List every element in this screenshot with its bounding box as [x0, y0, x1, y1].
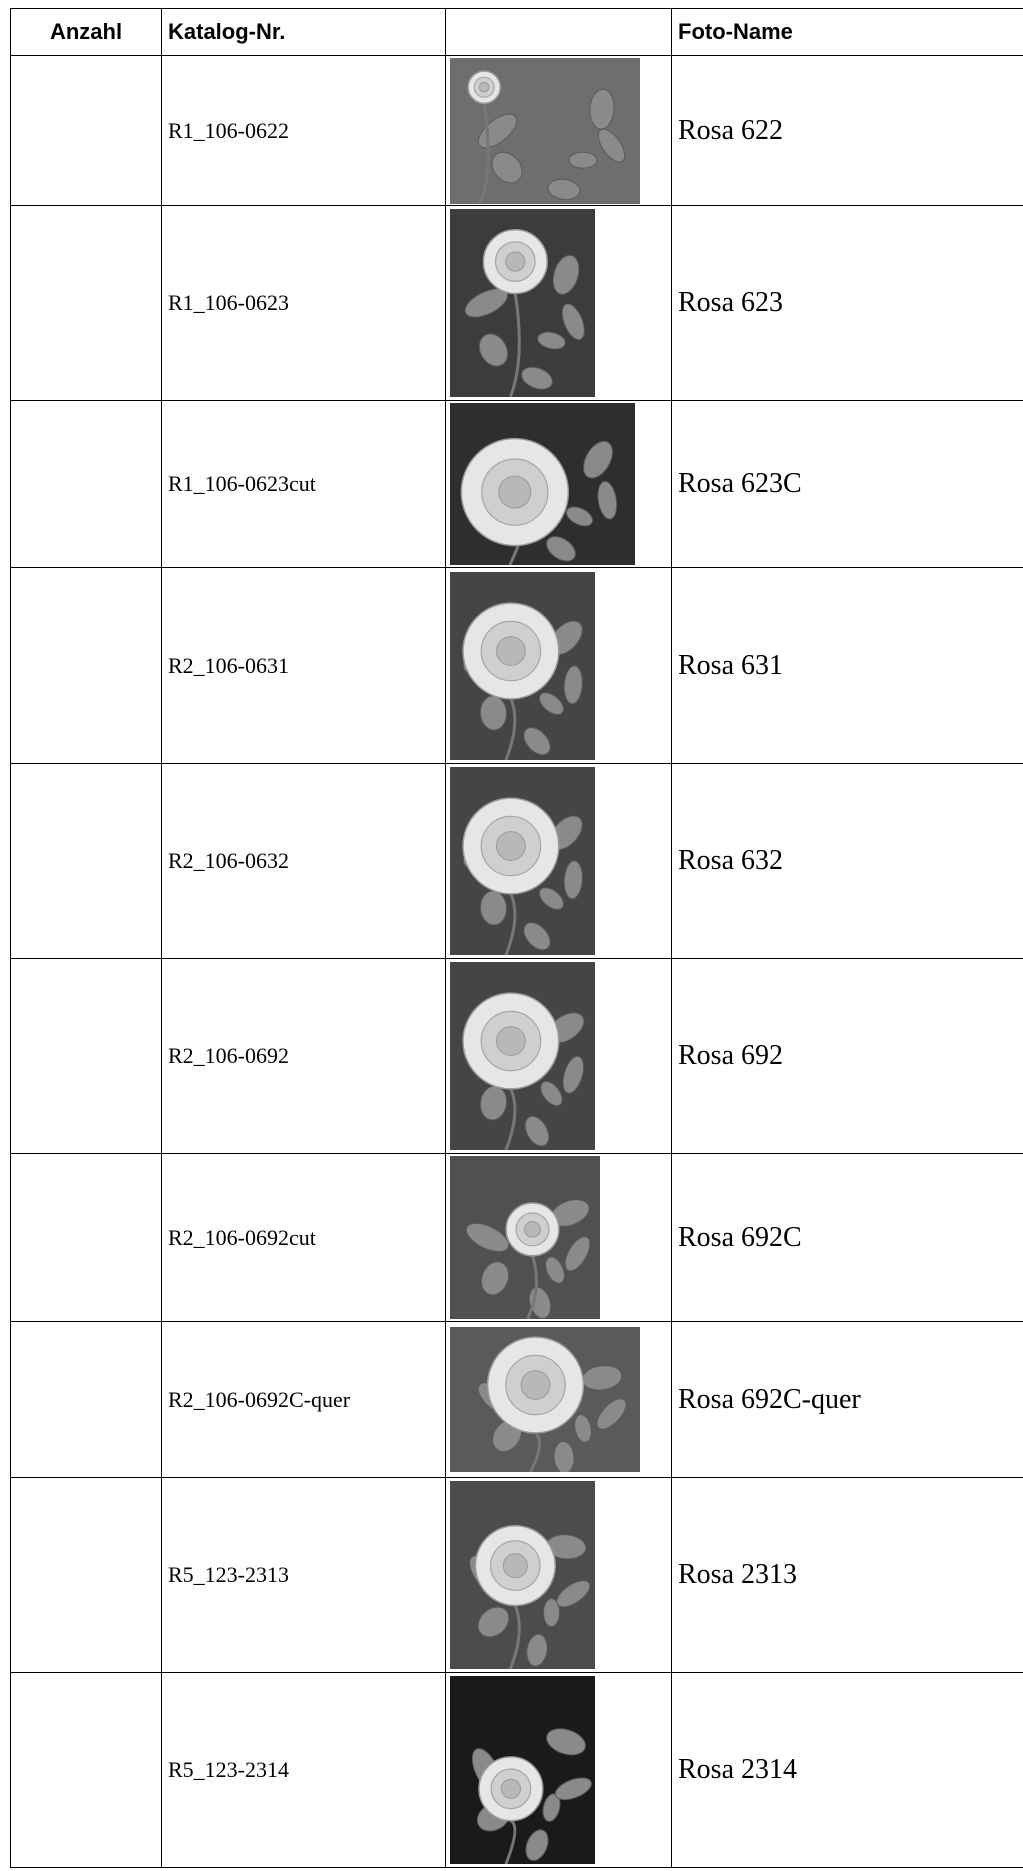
table-row	[11, 206, 1023, 401]
photo-cell	[446, 764, 672, 959]
catalog-number-cell: R2_106-0632	[162, 764, 446, 959]
photo-cell	[446, 401, 672, 568]
rose-photo-thumbnail	[450, 403, 635, 565]
catalog-number-cell: R5_123-2314	[162, 1673, 446, 1868]
table-row	[11, 959, 1023, 1154]
photo-cell	[446, 1478, 672, 1673]
header-catalog-number: Katalog-Nr.	[162, 9, 446, 56]
photo-name-cell: Rosa 692C	[672, 1154, 1023, 1322]
catalog-number-cell: R2_106-0631	[162, 568, 446, 764]
photo-name-cell: Rosa 623C	[672, 401, 1023, 568]
count-cell[interactable]	[11, 1478, 162, 1673]
rose-photo-thumbnail	[450, 1327, 640, 1472]
rose-photo-thumbnail	[450, 1676, 595, 1864]
photo-cell	[446, 959, 672, 1154]
count-cell[interactable]	[11, 206, 162, 401]
photo-catalog-table	[10, 8, 1023, 1868]
photo-cell	[446, 568, 672, 764]
header-photo-name: Foto-Name	[672, 9, 1023, 56]
table-row	[11, 56, 1023, 206]
photo-cell	[446, 1673, 672, 1868]
photo-cell	[446, 56, 672, 206]
catalog-number-cell: R1_106-0623	[162, 206, 446, 401]
count-cell[interactable]	[11, 1154, 162, 1322]
rose-photo-thumbnail	[450, 572, 595, 760]
rose-photo-thumbnail	[450, 767, 595, 955]
photo-name-cell: Rosa 2313	[672, 1478, 1023, 1673]
photo-cell	[446, 206, 672, 401]
photo-cell	[446, 1154, 672, 1322]
rose-photo-thumbnail	[450, 58, 640, 204]
catalog-number-cell: R2_106-0692	[162, 959, 446, 1154]
table-row	[11, 568, 1023, 764]
count-cell[interactable]	[11, 56, 162, 206]
count-cell[interactable]	[11, 568, 162, 764]
catalog-number-cell: R1_106-0623cut	[162, 401, 446, 568]
table-row	[11, 401, 1023, 568]
photo-cell	[446, 1322, 672, 1478]
catalog-number-cell: R2_106-0692C-quer	[162, 1322, 446, 1478]
count-cell[interactable]	[11, 1322, 162, 1478]
table-header-row	[11, 9, 1023, 56]
photo-name-cell: Rosa 632	[672, 764, 1023, 959]
rose-photo-thumbnail	[450, 1156, 600, 1319]
count-cell[interactable]	[11, 1673, 162, 1868]
catalog-number-cell: R2_106-0692cut	[162, 1154, 446, 1322]
table-row	[11, 1322, 1023, 1478]
table-row	[11, 764, 1023, 959]
catalog-number-cell: R1_106-0622	[162, 56, 446, 206]
rose-photo-thumbnail	[450, 209, 595, 397]
photo-name-cell: Rosa 631	[672, 568, 1023, 764]
photo-name-cell: Rosa 622	[672, 56, 1023, 206]
count-cell[interactable]	[11, 764, 162, 959]
photo-name-cell: Rosa 692	[672, 959, 1023, 1154]
table-row	[11, 1673, 1023, 1868]
header-photo	[446, 9, 672, 56]
table-row	[11, 1154, 1023, 1322]
catalog-number-cell: R5_123-2313	[162, 1478, 446, 1673]
table-row	[11, 1478, 1023, 1673]
rose-photo-thumbnail	[450, 1481, 595, 1669]
header-count: Anzahl	[11, 9, 162, 56]
rose-photo-thumbnail	[450, 962, 595, 1150]
photo-name-cell: Rosa 2314	[672, 1673, 1023, 1868]
count-cell[interactable]	[11, 959, 162, 1154]
photo-name-cell: Rosa 692C-quer	[672, 1322, 1023, 1478]
photo-name-cell: Rosa 623	[672, 206, 1023, 401]
count-cell[interactable]	[11, 401, 162, 568]
